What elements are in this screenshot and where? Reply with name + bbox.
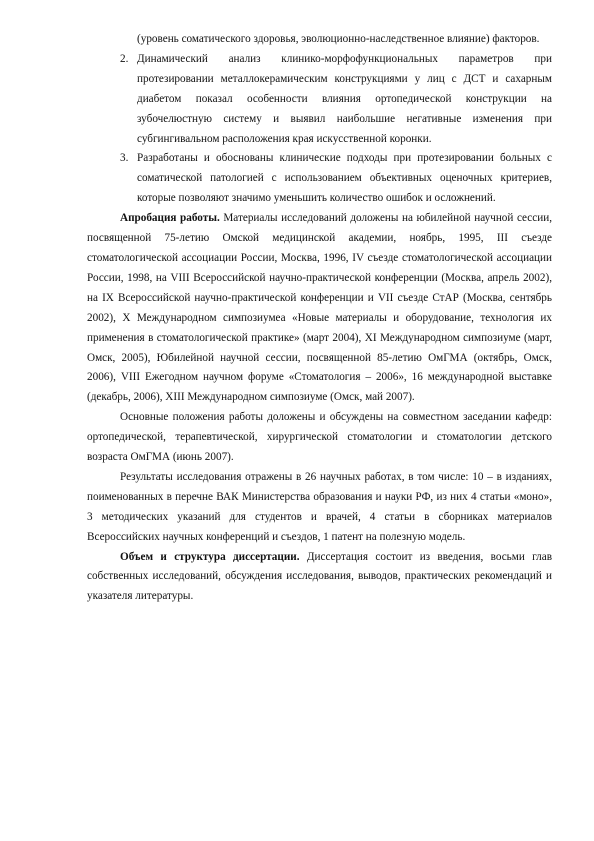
approbation-heading: Апробация работы. bbox=[120, 212, 220, 225]
results-paragraph bbox=[87, 468, 552, 548]
list-item-3 bbox=[87, 149, 552, 209]
main-provisions-text: Основные положения работы доложены и обсуждены на совместном заседании кафедр: ортопедической, терапевтической, хирургической стоматологии и стоматологии детского возраста ОмГМА (июнь 2007). bbox=[87, 411, 552, 464]
list-item-text: (уровень соматического здоровья, эволюционно-наследственное влияние) факторов. bbox=[137, 33, 540, 45]
results-text: Результаты исследования отражены в 26 научных работах, в том числе: 10 – в изданиях, поименованных в перечне ВАК Министерства образования и науки РФ, из них 4 статьи «моно», 3 методических указаний для студентов и врачей, 4 статьи в сборниках материалов Всероссийских научных конференций и съездов, 1 патент на полезную модель. bbox=[87, 470, 552, 543]
list-item-1-continuation bbox=[87, 30, 552, 50]
list-item-number: 3. bbox=[120, 152, 129, 165]
main-provisions-paragraph bbox=[87, 408, 552, 468]
list-item-2 bbox=[87, 50, 552, 150]
list-item-number: 2. bbox=[120, 52, 129, 65]
structure-heading: Объем и структура диссертации. bbox=[120, 550, 300, 563]
structure-paragraph bbox=[87, 548, 552, 608]
approbation-paragraph bbox=[87, 209, 552, 408]
approbation-text: Материалы исследований доложены на юбилейной научной сессии, посвященной 75-летию Омской медицинской академии, ноябрь, 1995, III съезде стоматологической ассоциации России, Москва, 1996, IV съезде стоматологической ассоциации России, 1998, на VIII Всероссийской научно-практической конференции (Москва, апрель 2002), на IX Всероссийской научно-практической конференции и VII съезде СтАР (Москва, сентябрь 2002), X Международном симпозиумеа «Новые материалы и оборудование, технология их применения в стоматологической практике» (март 2004), XI Международном симпозиуме (март, Омск, 2005), Юбилейной научной сессии, посвященной 85-летию ОмГМА (октябрь, Омск, 2006), VIII Ежегодном научном форуме «Стоматология – 2006», 16 международной выставке (декабрь, 2006), XIII Международном симпозиуме (Омск, май 2007). bbox=[87, 212, 552, 404]
list-item-text: Разработаны и обоснованы клинические подходы при протезировании больных с соматической патологией с использованием объективных оценочных критериев, которые позволяют значимо уменьшить количество ошибок и осложнений. bbox=[137, 152, 552, 205]
list-item-text: Динамический анализ клинико-морфофункциональных параметров при протезировании металлокерамическим конструкциями у лиц с ДСТ и сахарным диабетом показал особенности влияния ортопедической конструкции на зубочелюстную систему и выявил наибольшие негативные изменения при субгингивальном расположения края искусственной коронки. bbox=[137, 52, 552, 145]
document-page bbox=[87, 30, 552, 607]
structure-text: Диссертация состоит из введения, восьми глав собственных исследований, обсуждения исследования, выводов, практических рекомендаций и указателя литературы. bbox=[87, 550, 552, 603]
